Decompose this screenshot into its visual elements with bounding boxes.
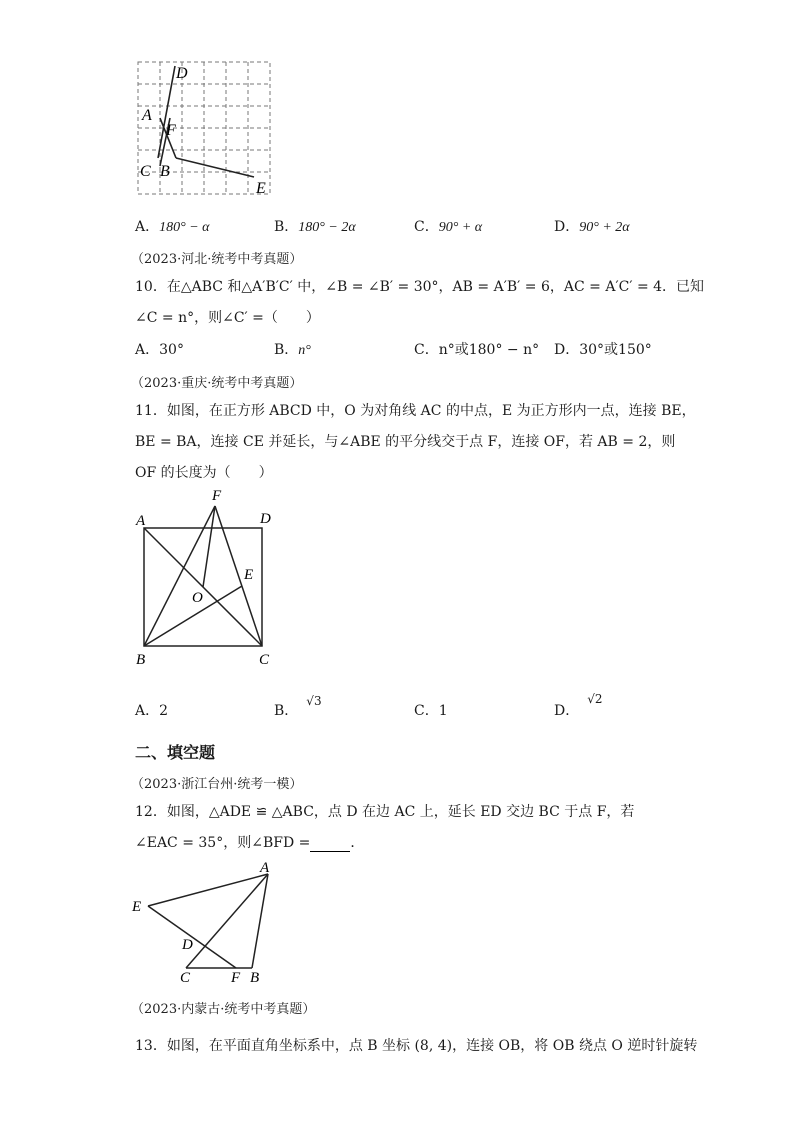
- q9-label-B: B: [160, 163, 170, 180]
- q11-label-E: E: [244, 567, 254, 583]
- q11-option-c[interactable]: C．1: [414, 703, 448, 719]
- q11-option-b[interactable]: B．√3: [274, 694, 322, 719]
- q9-label-C: C: [140, 163, 151, 180]
- q12-label-A: A: [260, 860, 270, 876]
- q11-source: （2023·重庆·统考中考真题）: [131, 376, 303, 391]
- q11-question-line1: 11．如图，在正方形 ABCD 中，O 为对角线 AC 的中点，E 为正方形内一点，连接 BE，: [135, 403, 696, 419]
- q10-option-a[interactable]: A．30°: [135, 342, 184, 358]
- q11-label-B: B: [136, 652, 146, 668]
- q9-option-c[interactable]: C．90° + α: [414, 219, 483, 235]
- q11-option-d[interactable]: D．√2: [554, 692, 603, 719]
- q10-option-d[interactable]: D．30°或150°: [554, 342, 652, 358]
- q10-question-line2: ∠C = n°，则∠C′ =（ ）: [135, 310, 320, 326]
- q11-label-D: D: [260, 511, 271, 527]
- q9-figure: [130, 58, 290, 200]
- q12-question-line2: ∠EAC = 35°，则∠BFD = ．: [135, 835, 365, 851]
- q11-label-A: A: [136, 513, 146, 529]
- section-title: 二、填空题: [135, 743, 216, 762]
- q9-label-D: D: [176, 65, 188, 82]
- q13-source: （2023·内蒙古·统考中考真题）: [131, 1002, 316, 1017]
- q9-option-d[interactable]: D．90° + 2α: [554, 219, 630, 235]
- q12-label-B: B: [250, 970, 260, 984]
- q11-question-line3: OF 的长度为（ ）: [135, 465, 273, 481]
- q9-option-a[interactable]: A．180° − α: [135, 219, 210, 235]
- q9-option-b[interactable]: B．180° − 2α: [274, 219, 356, 235]
- q9-label-A: A: [142, 107, 152, 124]
- q11-label-F: F: [212, 488, 222, 504]
- q12-label-E: E: [132, 899, 142, 915]
- q11-label-O: O: [192, 590, 203, 606]
- q10-option-c[interactable]: C．n°或180° − n°: [414, 342, 540, 358]
- q10-option-b[interactable]: B．n°: [274, 342, 311, 358]
- q10-question-line1: 10．在△ABC 和△A′B′C′ 中，∠B = ∠B′ = 30°，AB = A′B′ = 6，AC = A′C′ = 4．已知: [135, 279, 705, 295]
- q12-label-C: C: [180, 970, 191, 984]
- q12-figure: [128, 858, 278, 984]
- q11-label-C: C: [259, 652, 270, 668]
- q9-label-F: F: [166, 122, 176, 139]
- q9-label-E: E: [256, 180, 266, 197]
- q12-question-line1: 12．如图，△ADE ≌ △ABC，点 D 在边 AC 上，延长 ED 交边 BC 于点 F，若: [135, 804, 635, 820]
- q12-label-D: D: [182, 937, 193, 953]
- q12-source: （2023·浙江台州·统考一模）: [131, 777, 303, 792]
- q13-question-line1: 13．如图，在平面直角坐标系中，点 B 坐标 (8, 4)，连接 OB，将 OB 绕点 O 逆时针旋转: [135, 1038, 698, 1054]
- q11-option-a[interactable]: A．2: [135, 703, 169, 719]
- q10-source: （2023·河北·统考中考真题）: [131, 252, 303, 267]
- q12-label-F: F: [231, 970, 241, 984]
- q12-answer-blank[interactable]: [310, 837, 350, 852]
- q11-figure: [128, 486, 288, 670]
- q11-question-line2: BE = BA，连接 CE 并延长，与∠ABE 的平分线交于点 F，连接 OF，若 AB = 2，则: [135, 434, 676, 450]
